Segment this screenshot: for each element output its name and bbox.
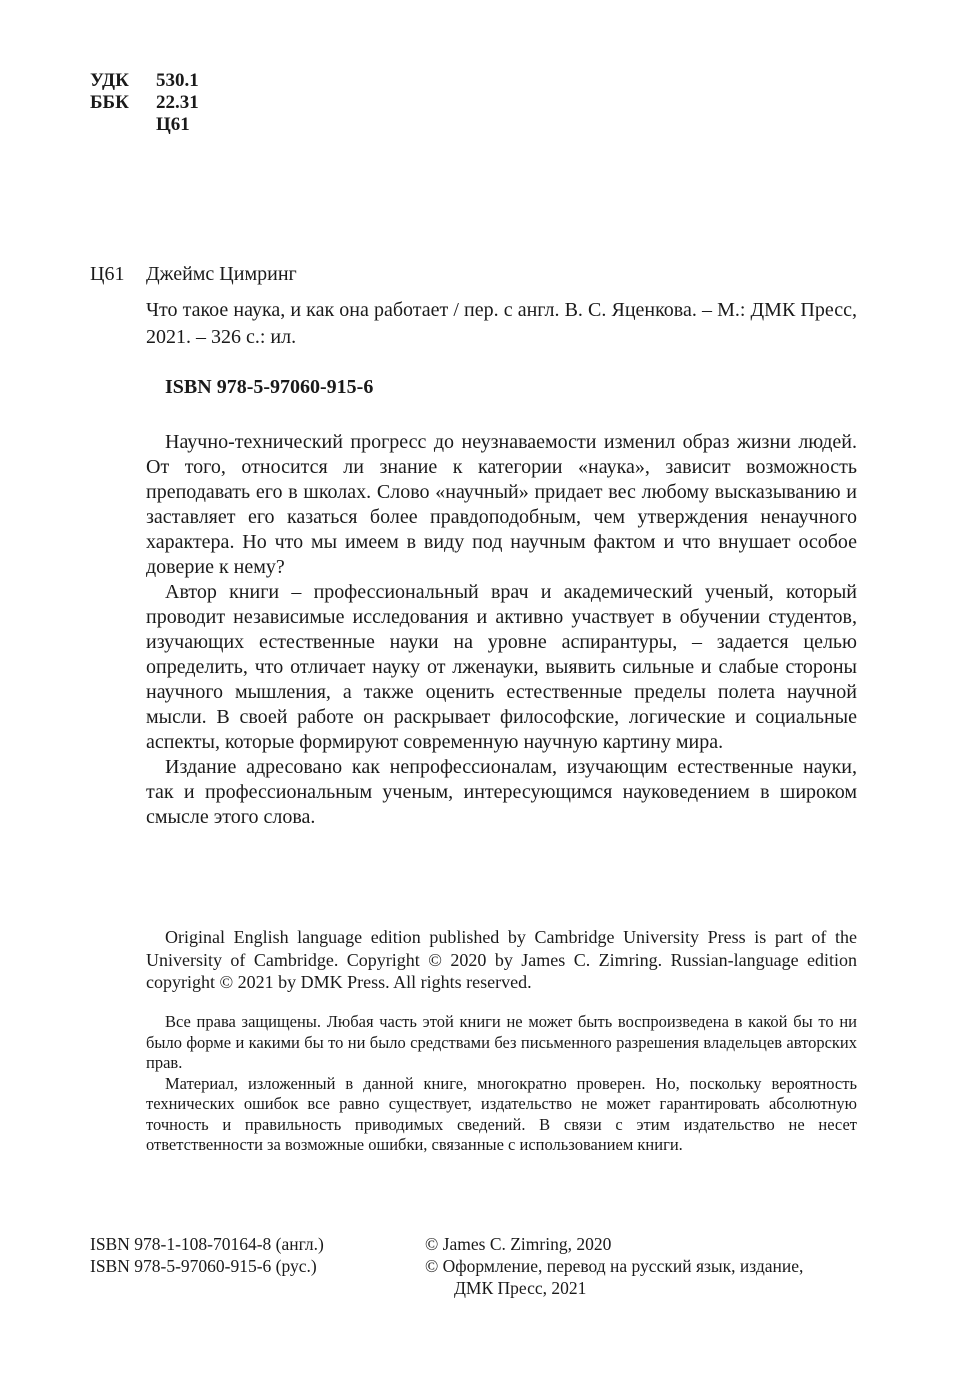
annotation-paragraph: Автор книги – профессиональный врач и академический ученый, который проводит независимые исследования и активно участвует в обучении студентов, изучающих естественные науки на уровне аспирантуры, – задается целью определить, что отличает науку от лженауки, выявить сильные и слабые стороны научного мышления, а также оценить естественные пределы полета научной мысли. В своей работе он раскрывает философские, логические и социальные аспекты, которые формируют современную научную картину мира.: [146, 581, 857, 753]
catalog-heading: [90, 263, 297, 286]
copyright-list: [425, 1233, 803, 1299]
bbk-value: 22.31: [156, 92, 199, 113]
isbn-list: [90, 1233, 324, 1277]
bbk-label: ББК: [90, 92, 129, 113]
isbn-russian: ISBN 978-5-97060-915-6 (рус.): [90, 1256, 317, 1276]
copyright-translation: © Оформление, перевод на русский язык, издание,: [425, 1256, 804, 1276]
udk-label: УДК: [90, 70, 129, 91]
annotation: [146, 430, 857, 830]
copyright-translation-publisher: ДМК Пресс, 2021: [454, 1278, 587, 1298]
english-copyright-notice: [146, 926, 857, 994]
english-copyright-text: Original English language edition published by Cambridge University Press is part of the University of Cambridge. Copyright © 2020 by James C. Zimring. Russian-language edition copyright © 2021 by DMK Press. All rights reserved.: [146, 927, 857, 992]
bbk-row: [90, 92, 199, 114]
udk-row: [90, 70, 199, 92]
copyright-author: © James C. Zimring, 2020: [425, 1234, 612, 1254]
udk-value: 530.1: [156, 70, 199, 91]
rights-notice: [146, 1012, 857, 1156]
catalog-author: Джеймс Цимринг: [146, 263, 297, 285]
rights-paragraph: Материал, изложенный в данной книге, многократно проверен. Но, поскольку вероятность технических ошибок все равно существует, издательство не может гарантировать абсолютную точность и правильность приводимых сведений. В связи с этим издательство не несет ответственности за возможные ошибки, связанные с использованием книги.: [146, 1073, 857, 1154]
catalog-code: Ц61: [90, 263, 125, 285]
main-isbn: ISBN 978-5-97060-915-6: [165, 376, 374, 398]
rights-paragraph: Все права защищены. Любая часть этой книги не может быть воспроизведена в какой бы то ни было форме и какими бы то ни было средствами без письменного разрешения владельцев авторских прав.: [146, 1012, 857, 1072]
author-mark: Ц61: [156, 114, 190, 135]
annotation-paragraph: Научно-технический прогресс до неузнаваемости изменил образ жизни людей. От того, относится ли знание к категории «наука», зависит возможность преподавать его в школах. Слово «научный» придает вес любому высказыванию и заставляет его казаться более правдоподобным, чем утверждения ненаучного характера. Но что мы имеем в виду под научным фактом и что внушает особое доверие к нему?: [146, 431, 857, 578]
bibliographic-description: Что такое наука, и как она работает / пер. с англ. В. С. Яценкова. – М.: ДМК Пресс, 2021. – 326 с.: ил.: [146, 299, 857, 348]
annotation-paragraph: Издание адресовано как непрофессионалам, изучающим естественные науки, так и профессиональным ученым, интересующимся науковедением в широком смысле этого слова.: [146, 756, 857, 828]
isbn-english: ISBN 978-1-108-70164-8 (англ.): [90, 1234, 324, 1254]
classification-codes: [90, 70, 199, 136]
